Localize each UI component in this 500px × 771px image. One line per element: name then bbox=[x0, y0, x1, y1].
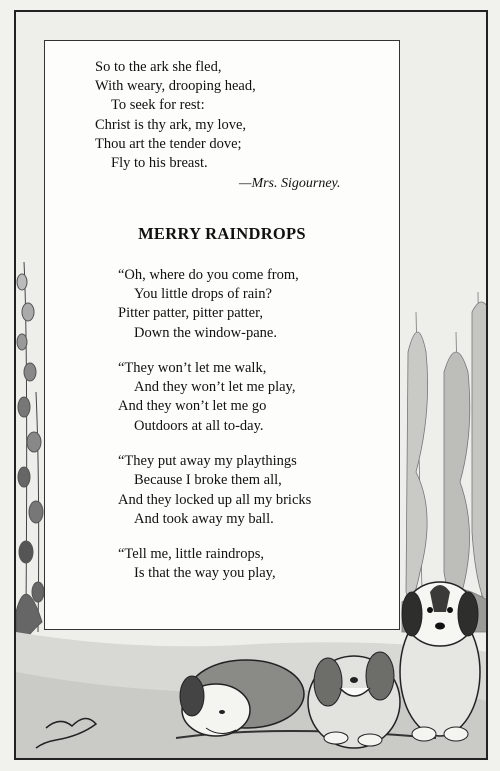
poem-line: “They put away my playthings bbox=[118, 453, 297, 469]
attribution: —Mrs. Sigourney. bbox=[239, 176, 341, 191]
first-poem-line: Fly to his breast. bbox=[111, 155, 208, 171]
first-poem-line: Thou art the tender dove; bbox=[95, 136, 242, 152]
poem-line: You little drops of rain? bbox=[134, 286, 272, 302]
first-poem-line: Christ is thy ark, my love, bbox=[95, 117, 247, 133]
poem-line: And they won’t let me go bbox=[118, 398, 267, 414]
first-poem-line: So to the ark she fled, bbox=[95, 59, 222, 75]
poem-line: “Oh, where do you come from, bbox=[118, 267, 299, 283]
book-page bbox=[14, 10, 488, 760]
poem-line: And took away my ball. bbox=[134, 511, 274, 527]
poem-line: “Tell me, little raindrops, bbox=[118, 546, 264, 562]
poem-line: Down the window-pane. bbox=[134, 325, 277, 341]
poem-line: “They won’t let me walk, bbox=[118, 360, 267, 376]
poem-line: And they locked up all my bricks bbox=[118, 492, 312, 508]
text-panel bbox=[44, 40, 400, 630]
poem-title: MERRY RAINDROPS bbox=[138, 224, 306, 243]
first-poem-line: With weary, drooping head, bbox=[95, 78, 256, 94]
poem-line: Is that the way you play, bbox=[134, 565, 276, 581]
poem-line: Outdoors at all to-day. bbox=[134, 418, 264, 434]
poem-line: And they won’t let me play, bbox=[134, 379, 296, 395]
first-poem-line: To seek for rest: bbox=[111, 97, 205, 113]
poem-line: Because I broke them all, bbox=[134, 472, 282, 488]
poem-line: Pitter patter, pitter patter, bbox=[118, 305, 263, 321]
